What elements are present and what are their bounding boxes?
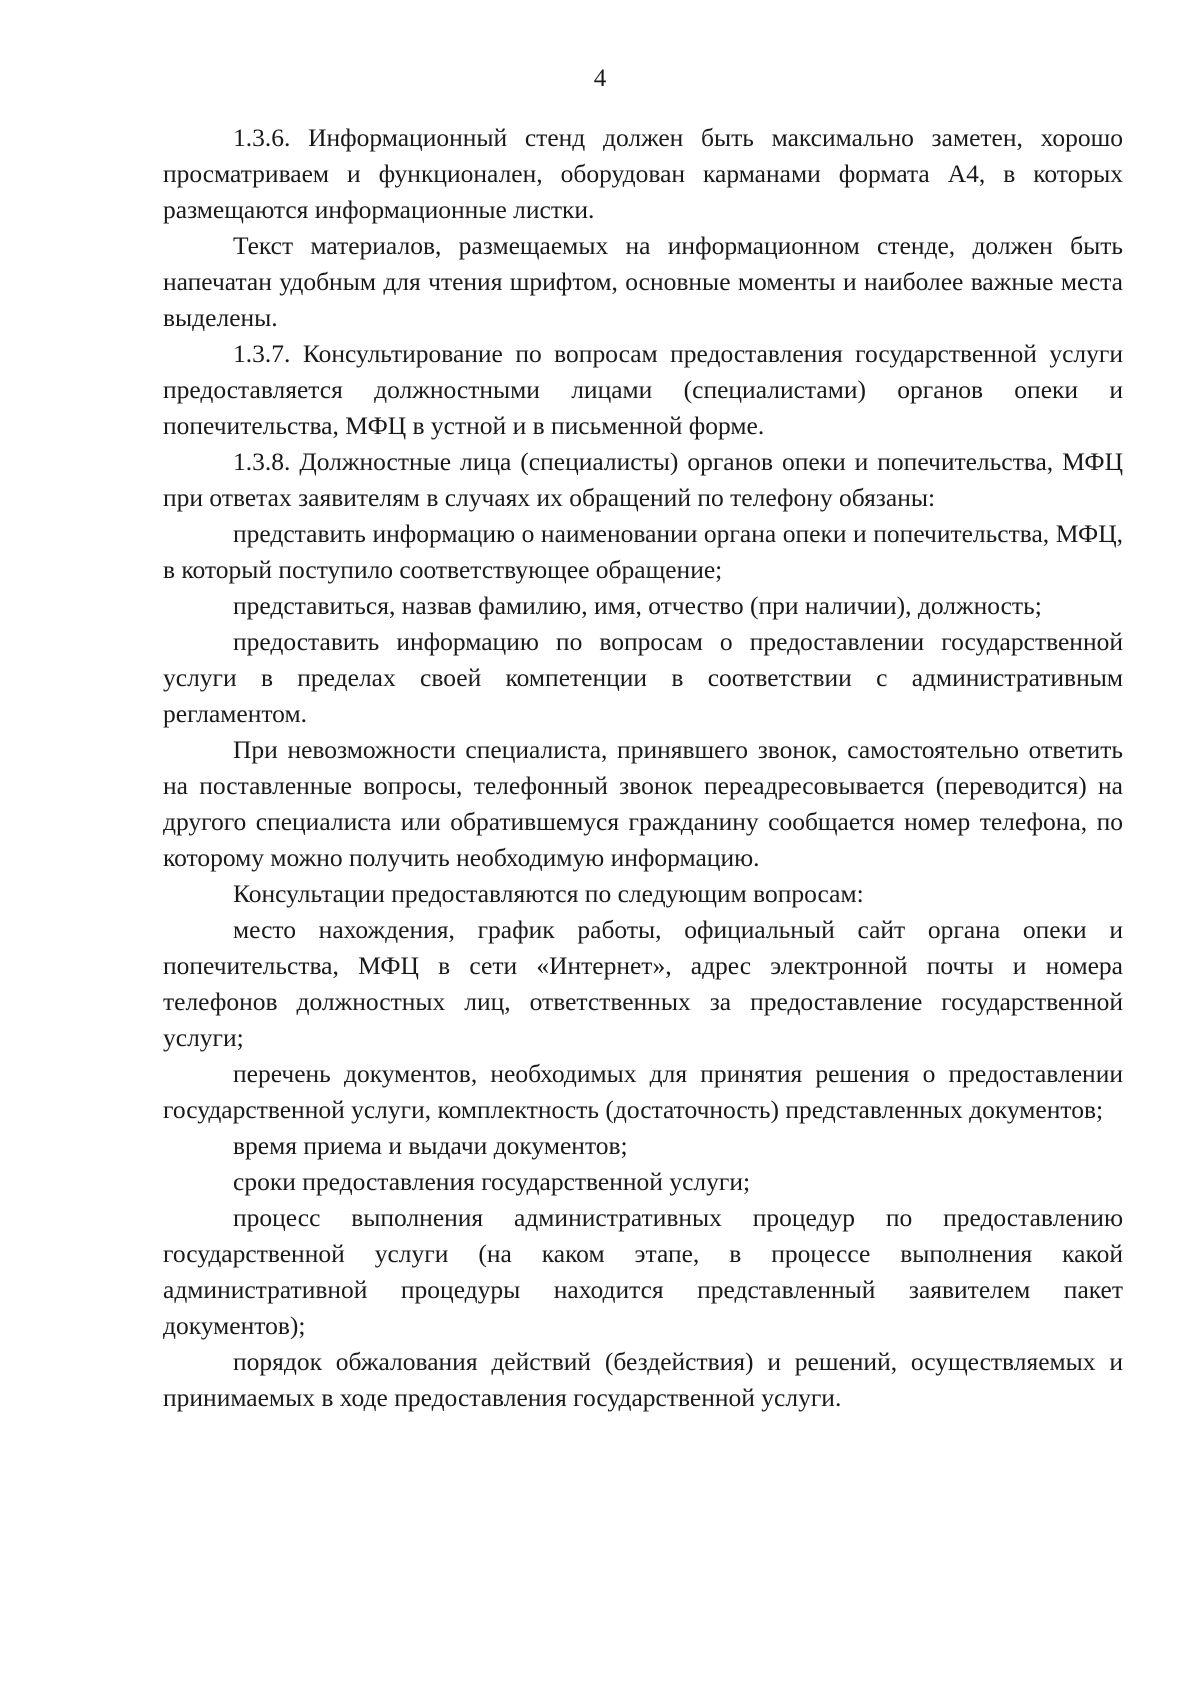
- list-item-reception-time: время приема и выдачи документов;: [233, 1131, 628, 1160]
- page-number: 4: [593, 65, 607, 92]
- paragraph-stand-text: Текст материалов, размещаемых на информационном стенде, должен быть напечатан удобным для чтения шрифтом, основные моменты и наиболее важные места выделены.: [163, 231, 1123, 332]
- list-item-present-info: представить информацию о наименовании органа опеки и попечительства, МФЦ, в который поступило соответствующее обращение;: [163, 519, 1123, 584]
- paragraph-1-3-6: 1.3.6. Информационный стенд должен быть максимально заметен, хорошо просматриваем и функционален, оборудован карманами формата А4, в которых размещаются информационные листки.: [163, 123, 1123, 224]
- list-item-provide-info: предоставить информацию по вопросам о предоставлении государственной услуги в пределах своей компетенции в соответствии с административным регламентом.: [163, 627, 1123, 728]
- list-item-terms: сроки предоставления государственной услуги;: [233, 1167, 751, 1196]
- paragraph-call-redirect: При невозможности специалиста, принявшего звонок, самостоятельно ответить на поставленные вопросы, телефонный звонок переадресовывается (переводится) на другого специалиста или обратившемуся гражданину сообщается номер телефона, по которому можно получить необходимую информацию.: [163, 735, 1123, 872]
- list-item-introduce: представиться, назвав фамилию, имя, отчество (при наличии), должность;: [233, 591, 1042, 620]
- list-item-appeal: порядок обжалования действий (бездействия) и решений, осуществляемых и принимаемых в ходе предоставления государственной услуги.: [163, 1347, 1123, 1412]
- list-item-process: процесс выполнения административных процедур по предоставлению государственной услуги (на каком этапе, в процессе выполнения какой административной процедуры находится представленный заявителем пакет документов);: [163, 1203, 1123, 1340]
- list-item-documents: перечень документов, необходимых для принятия решения о предоставлении государственной услуги, комплектность (достаточность) представленных документов;: [163, 1059, 1123, 1124]
- document-body: [163, 120, 1123, 1416]
- list-item-location: место нахождения, график работы, официальный сайт органа опеки и попечительства, МФЦ в сети «Интернет», адрес электронной почты и номера телефонов должностных лиц, ответственных за предоставление государственной услуги;: [163, 915, 1123, 1052]
- paragraph-consultation-topics: Консультации предоставляются по следующим вопросам:: [233, 879, 864, 908]
- paragraph-1-3-7: 1.3.7. Консультирование по вопросам предоставления государственной услуги предоставляется должностными лицами (специалистами) органов опеки и попечительства, МФЦ в устной и в письменной форме.: [163, 339, 1123, 440]
- paragraph-1-3-8: 1.3.8. Должностные лица (специалисты) органов опеки и попечительства, МФЦ при ответах заявителям в случаях их обращений по телефону обязаны:: [163, 447, 1123, 512]
